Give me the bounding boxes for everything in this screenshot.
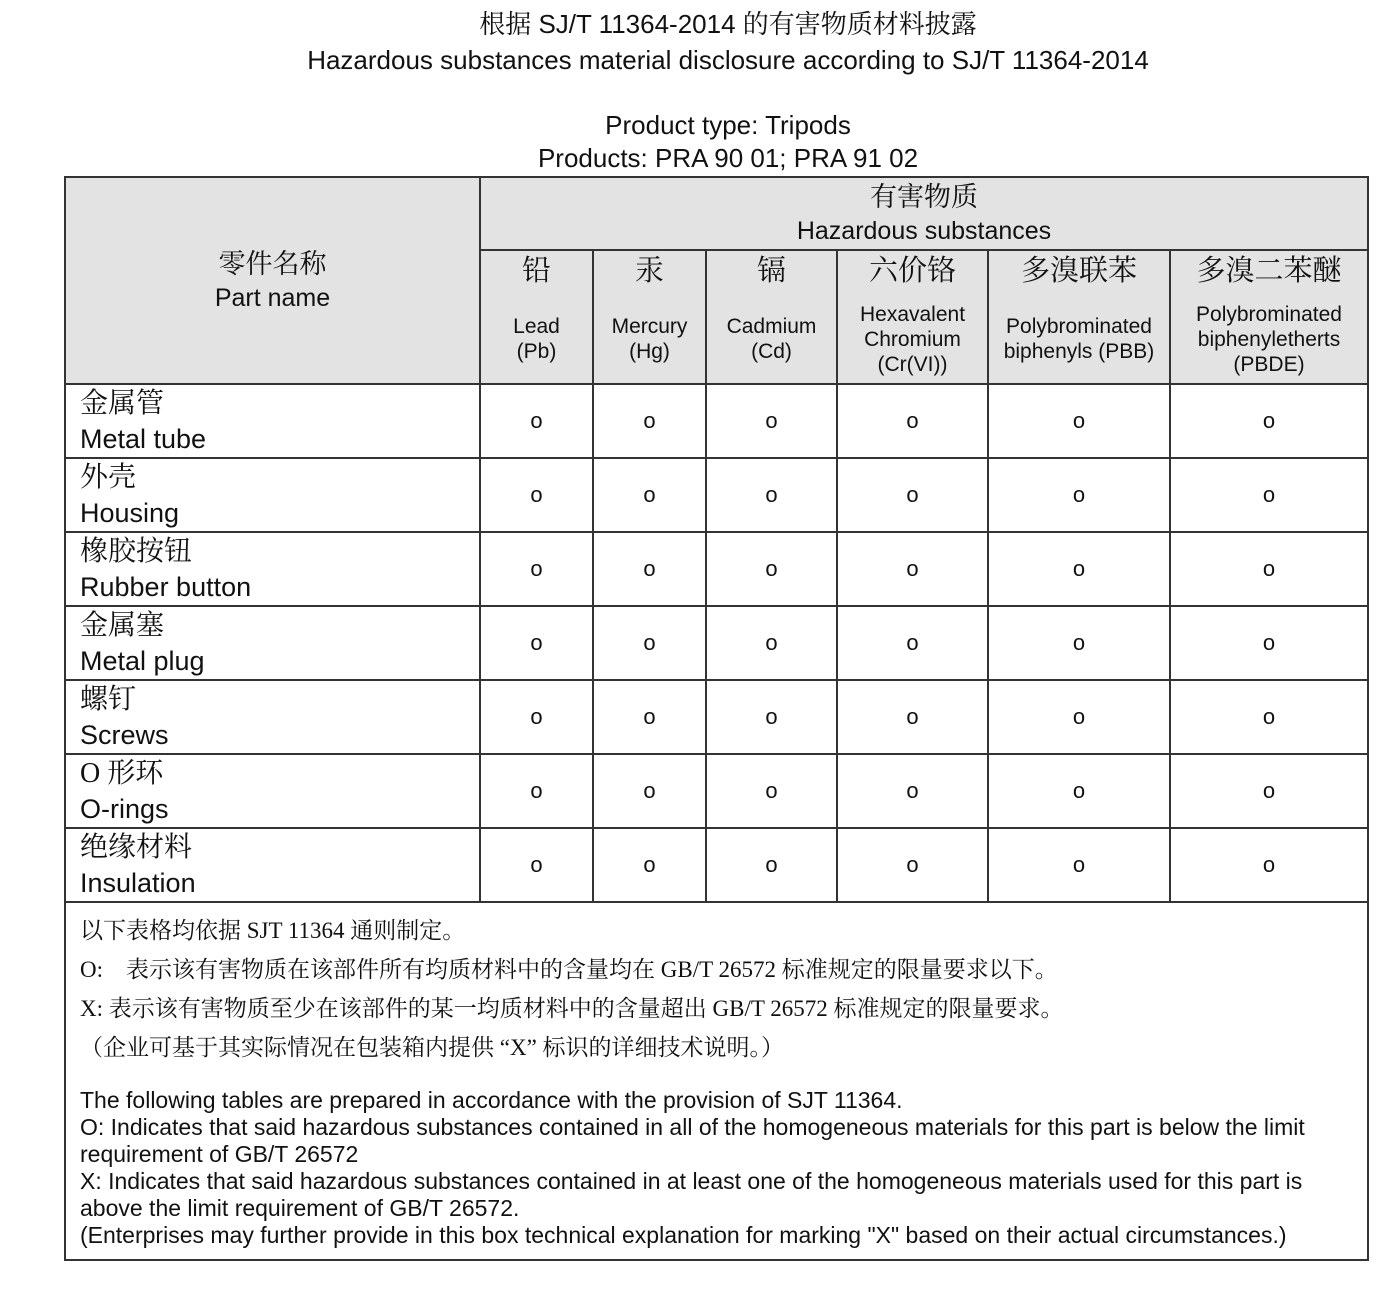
substance-mark: o [837,754,988,828]
substance-name-zh: 铅 [521,255,551,287]
part-name-cell [65,458,480,532]
substance-mark: o [593,532,706,606]
substance-mark: o [837,828,988,902]
part-name-header-zh: 零件名称 [218,248,327,279]
product-type: Product type: Tripods [605,110,851,140]
substance-mark: o [706,754,837,828]
substance-mark: o [1170,458,1368,532]
substance-mark: o [988,828,1170,902]
table-row [65,458,1368,532]
substance-mark: o [706,458,837,532]
part-name-en: O-rings [80,794,169,824]
substance-header-lead [480,250,593,384]
table-row [65,754,1368,828]
table-row [65,680,1368,754]
substance-mark: o [988,680,1170,754]
substance-mark: o [480,680,593,754]
substance-mark: o [1170,680,1368,754]
substance-mark: o [480,458,593,532]
notes-english [80,1087,1353,1249]
substance-name-en: Cadmium (Cd) [726,315,817,363]
substance-mark: o [837,532,988,606]
substance-name-en: Hexavalent Chromium (Cr(VI)) [859,303,966,376]
part-name-header-en: Part name [214,283,331,312]
substance-mark: o [988,458,1170,532]
substance-name-zh: 多溴二苯醚 [1196,255,1342,287]
part-name-zh: 绝缘材料 [80,832,193,863]
substance-mark: o [988,606,1170,680]
substance-mark: o [1170,606,1368,680]
note-en: X: Indicates that said hazardous substances contained in at least one of the homogeneous materials used for this part is above the limit requirement of GB/T 26572. [80,1168,1303,1221]
part-name-en: Rubber button [80,572,252,602]
header-row-top [65,177,1368,250]
substance-mark: o [480,754,593,828]
part-name-header [65,177,480,384]
document-title-chinese: 根据 SJ/T 11364-2014 的有害物质材料披露 [479,9,977,39]
substance-mark: o [593,384,706,458]
substance-mark: o [480,532,593,606]
substance-header-pbb [988,250,1170,384]
substance-mark: o [1170,754,1368,828]
part-name-cell [65,384,480,458]
note-zh: X: 表示该有害物质至少在该部件的某一均质材料中的含量超出 GB/T 26572 标准规定的限量要求。 [80,996,1064,1021]
part-name-zh: 金属管 [80,388,165,419]
substance-header-cadmium [706,250,837,384]
substance-mark: o [837,606,988,680]
part-name-en: Metal plug [80,646,205,676]
substance-mark: o [706,532,837,606]
substance-mark: o [837,680,988,754]
table-row [65,606,1368,680]
note-en: (Enterprises may further provide in this box technical explanation for marking "X" based on their actual circumstances.) [80,1222,1287,1248]
notes-cell [65,902,1368,1260]
substance-mark: o [1170,532,1368,606]
substance-mark: o [593,828,706,902]
hazardous-substances-table [64,176,1369,1261]
part-name-en: Insulation [80,868,196,898]
part-name-cell [65,606,480,680]
substance-name-zh: 汞 [634,255,664,287]
substance-mark: o [988,532,1170,606]
table-row [65,532,1368,606]
substance-name-en: Polybrominated biphenyls (PBB) [1003,315,1155,363]
table-row [65,828,1368,902]
part-name-en: Screws [80,720,169,750]
substance-name-en: Lead (Pb) [513,315,560,363]
substance-name-zh: 六价铬 [868,255,956,287]
part-name-cell [65,828,480,902]
substance-mark: o [593,606,706,680]
substance-mark: o [593,458,706,532]
part-name-cell [65,680,480,754]
table-row [65,384,1368,458]
substance-name-zh: 镉 [756,255,786,287]
substance-mark: o [988,384,1170,458]
substance-mark: o [837,458,988,532]
substance-mark: o [706,606,837,680]
hazardous-header-en: Hazardous substances [796,216,1052,245]
part-name-zh: O 形环 [80,758,164,789]
substance-mark: o [706,828,837,902]
substance-mark: o [837,384,988,458]
note-zh: 以下表格均依据 SJT 11364 通则制定。 [80,918,466,943]
product-list: Products: PRA 90 01; PRA 91 02 [537,143,919,173]
substance-header-hexavalent-chromium [837,250,988,384]
hazardous-header-zh: 有害物质 [870,181,978,212]
hazardous-substances-header [480,177,1368,250]
part-name-cell [65,754,480,828]
part-name-cell [65,532,480,606]
notes-row [65,902,1368,1260]
substance-mark: o [706,680,837,754]
note-en: O: Indicates that said hazardous substances contained in all of the homogeneous materials for this part is below the limit requirement of GB/T 26572 [80,1114,1305,1167]
substance-mark: o [480,384,593,458]
part-name-zh: 金属塞 [80,610,165,641]
part-name-zh: 橡胶按钮 [80,536,193,567]
document-title-english: Hazardous substances material disclosure according to SJ/T 11364-2014 [307,45,1149,75]
substance-mark: o [988,754,1170,828]
substance-name-en: Polybrominated biphenyletherts (PBDE) [1196,303,1342,376]
part-name-zh: 螺钉 [80,684,137,715]
substance-mark: o [706,384,837,458]
substance-mark: o [1170,384,1368,458]
substance-mark: o [593,680,706,754]
note-zh: （企业可基于其实际情况在包装箱内提供 “X” 标识的详细技术说明。） [80,1035,785,1060]
substance-name-zh: 多溴联苯 [1020,255,1137,287]
substance-mark: o [1170,828,1368,902]
substance-mark: o [480,828,593,902]
substance-header-pbde [1170,250,1368,384]
substance-name-en: Mercury (Hg) [611,315,688,363]
substance-header-mercury [593,250,706,384]
part-name-zh: 外壳 [80,462,137,493]
substance-mark: o [480,606,593,680]
substance-mark: o [593,754,706,828]
part-name-en: Metal tube [80,424,207,454]
note-zh: O: 表示该有害物质在该部件所有均质材料中的含量均在 GB/T 26572 标准规定的限量要求以下。 [80,957,1058,982]
note-en: The following tables are prepared in accordance with the provision of SJT 11364. [80,1087,903,1113]
part-name-en: Housing [80,498,180,528]
